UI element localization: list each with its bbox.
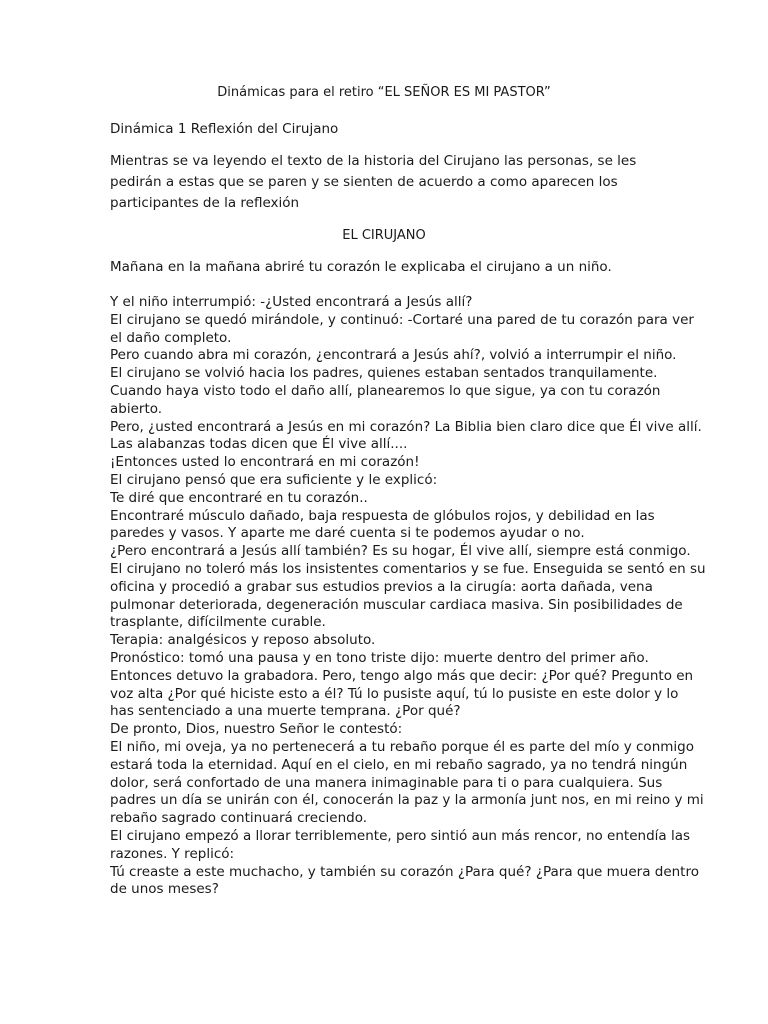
intro-line: Mientras se va leyendo el texto de la historia del Cirujano las personas, se les pedirán a [110, 153, 637, 190]
story-line: El cirujano se quedó mirándole, y continuó: -Cortaré una pared de tu corazón para ver [110, 311, 694, 328]
story-line: el daño completo. [110, 329, 232, 346]
story-line: dolor, será confortado de una manera inimaginable para ti o para cualquiera. Sus [110, 774, 663, 791]
story-line: voz alta ¿Por qué hiciste esto a él? Tú lo pusiste aquí, tú lo pusiste en este dolor y lo [110, 685, 679, 702]
story-line: El cirujano se volvió hacia los padres, quienes estaban sentados tranquilamente. [110, 365, 658, 382]
story-line: De pronto, Dios, nuestro Señor le contestó: [110, 721, 403, 738]
story-line: paredes y vasos. Y aparte me daré cuenta si te podemos ayudar o no. [110, 525, 585, 542]
document-title: Dinámicas para el retiro “EL SEÑOR ES MI PASTOR” [217, 85, 551, 100]
story-body [110, 294, 706, 899]
story-line: trasplante, difícilmente curable. [110, 614, 326, 631]
story-line: rebaño sagrado continuará creciendo. [110, 810, 368, 827]
story-line: El cirujano empezó a llorar terriblemente, pero sintió aun más rencor, no entendía las [110, 827, 691, 844]
story-line: ¡Entonces usted lo encontrará en mi corazón! [110, 454, 420, 471]
story-line: El cirujano no toleró más los insistentes comentarios y se fue. Enseguida se sentó en su [110, 560, 706, 577]
story-line: ¿Pero encontrará a Jesús allí también? Es su hogar, Él vive allí, siempre está conmigo. [110, 543, 691, 560]
story-line: Te diré que encontraré en tu corazón.. [110, 489, 368, 506]
story-line: Pronóstico: tomó una pausa y en tono triste dijo: muerte dentro del primer año. [110, 649, 649, 666]
story-line: Y el niño interrumpió: -¿Usted encontrará a Jesús allí? [110, 294, 473, 310]
story-line: has sentenciado a una muerte temprana. ¿Por qué? [110, 703, 461, 720]
story-line: El niño, mi oveja, ya no pertenecerá a tu rebaño porque él es parte del mío y conmigo [110, 738, 694, 755]
intro-line: estas que se paren y se sienten de acuerdo a como aparecen los participantes de la [110, 174, 618, 211]
story-line: pulmonar deteriorada, degeneración muscular cardiaca masiva. Sin posibilidades de [110, 596, 683, 613]
section-title: EL CIRUJANO [342, 228, 426, 243]
story-line: Pero, ¿usted encontrará a Jesús en mi corazón? La Biblia bien claro dice que Él vive allí. [110, 418, 702, 435]
story-line: padres un día se unirán con él, conocerán la paz y la armonía junt nos, en mi reino y mi [110, 792, 704, 809]
story-line: Pero cuando abra mi corazón, ¿encontrará a Jesús ahí?, volvió a interrumpir el niño. [110, 347, 677, 364]
document-subtitle: Dinámica 1 Reflexión del Cirujano [110, 121, 339, 137]
story-line: Entonces detuvo la grabadora. Pero, tengo algo más que decir: ¿Por qué? Pregunto en [110, 667, 694, 684]
story-line: de unos meses? [110, 881, 219, 898]
intro-line: reflexión [240, 195, 300, 211]
story-line: abierto. [110, 400, 163, 417]
story-line: estará toda la eternidad. Aquí en el cielo, en mi rebaño sagrado, ya no tendrá ningún [110, 756, 688, 773]
story-line: Tú creaste a este muchacho, y también su corazón ¿Para qué? ¿Para que muera dentro [110, 863, 699, 880]
story-line: Las alabanzas todas dicen que Él vive allí.... [110, 436, 408, 453]
lead-paragraph: Mañana en la mañana abriré tu corazón le explicaba el cirujano a un niño. [110, 259, 612, 275]
story-line: Terapia: analgésicos y reposo absoluto. [110, 632, 376, 649]
story-line: oficina y procedió a grabar sus estudios previos a la cirugía: aorta dañada, vena [110, 578, 653, 595]
story-line: Encontraré músculo dañado, baja respuesta de glóbulos rojos, y debilidad en las [110, 507, 655, 524]
story-line: El cirujano pensó que era suficiente y le explicó: [110, 471, 438, 488]
story-line: Cuando haya visto todo el daño allí, planearemos lo que sigue, ya con tu corazón [110, 382, 661, 399]
document-page [110, 84, 706, 899]
intro-paragraph [110, 151, 658, 214]
story-line: razones. Y replicó: [110, 845, 235, 862]
